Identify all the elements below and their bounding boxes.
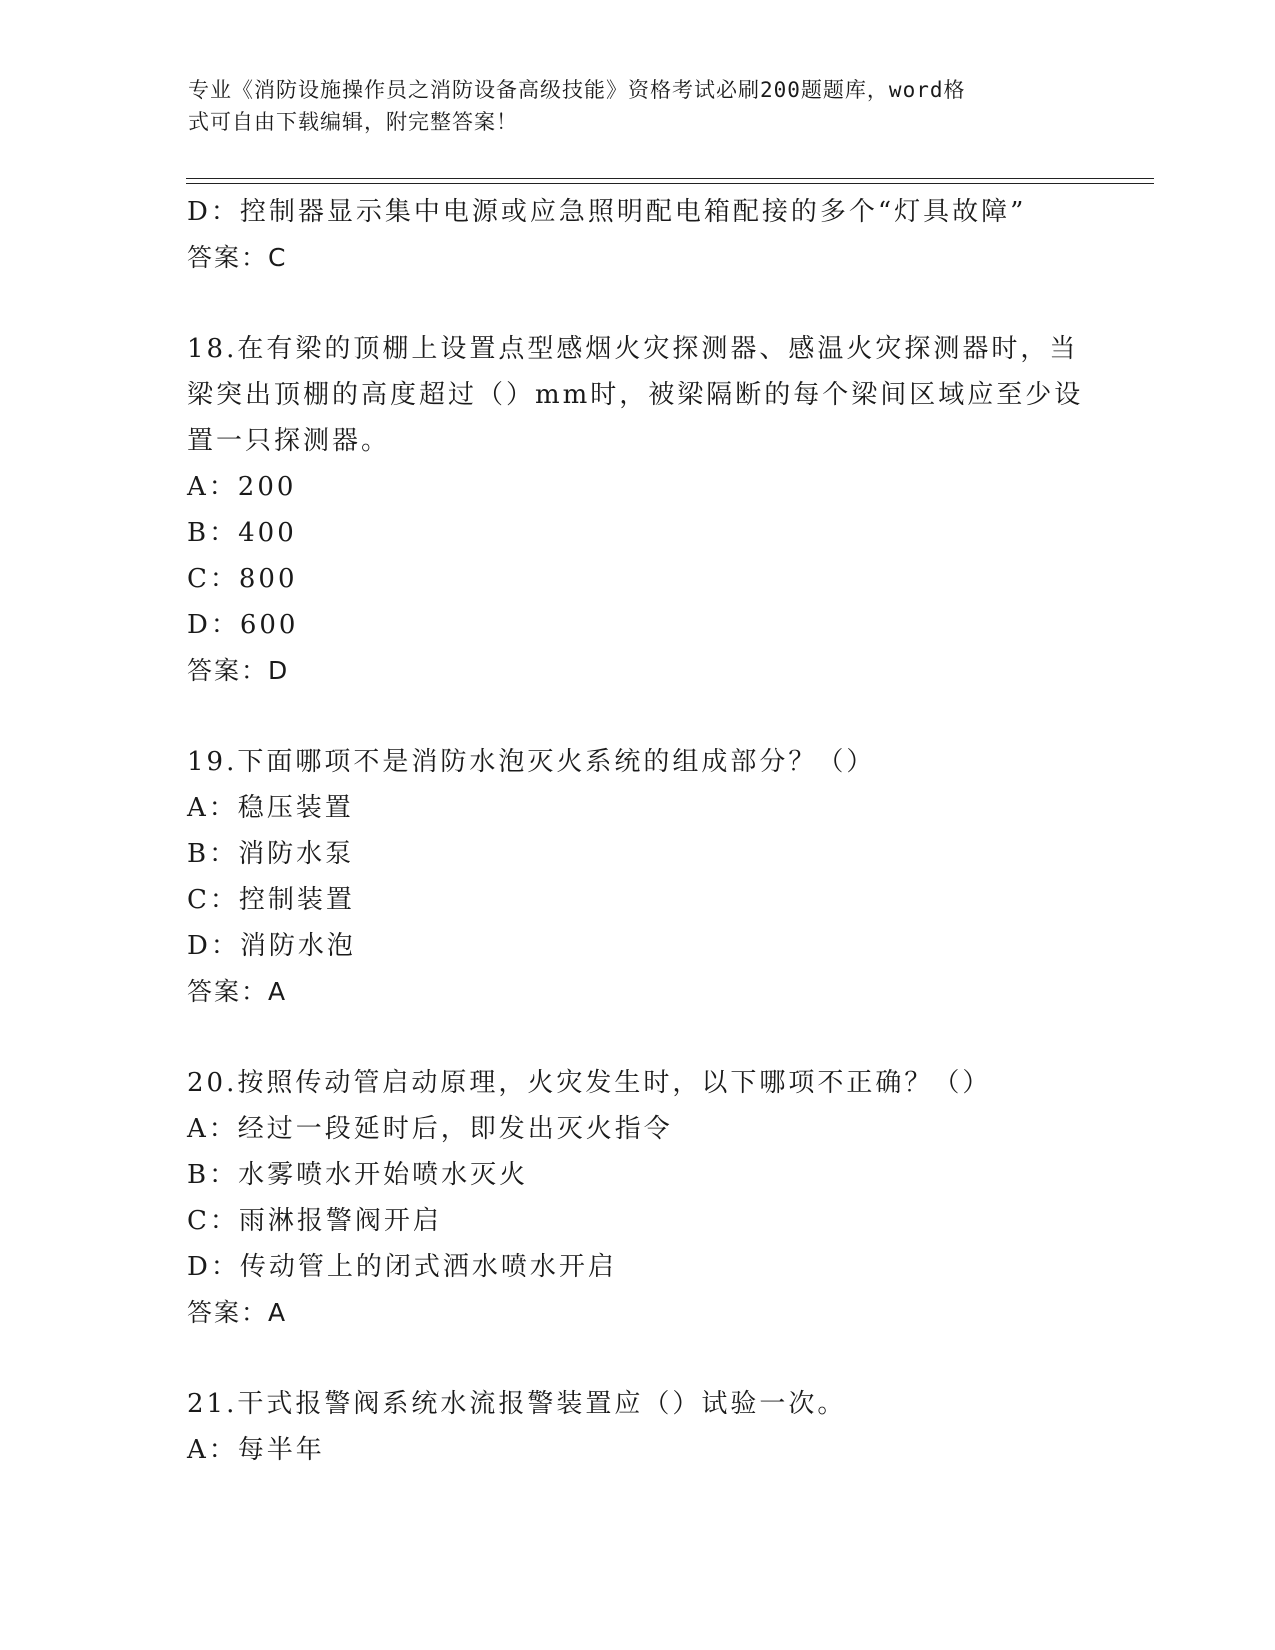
option-b: B：400 <box>187 518 297 548</box>
question-stem: 18.在有梁的顶棚上设置点型感烟火灾探测器、感温火灾探测器时，当 <box>187 334 1079 364</box>
header-line-1: 专业《消防设施操作员之消防设备高级技能》资格考试必刷200题题库，word格 <box>188 78 966 102</box>
header-divider <box>186 178 1154 179</box>
option-a: A：稳压装置 <box>187 793 354 823</box>
spacer <box>187 694 1087 739</box>
option-c: C：800 <box>187 564 298 594</box>
question-stem: 置一只探测器。 <box>187 426 391 456</box>
question-19 <box>187 739 1087 1015</box>
question-stem: 21.干式报警阀系统水流报警装置应（）试验一次。 <box>187 1389 847 1419</box>
option-a: A：200 <box>187 472 297 502</box>
question-20 <box>187 1060 1087 1336</box>
question-stem: 梁突出顶棚的高度超过（）mm时，被梁隔断的每个梁间区域应至少设 <box>187 380 1084 410</box>
answer: 答案：C <box>187 243 288 272</box>
spacer <box>187 281 1087 326</box>
question-stem: 20.按照传动管启动原理，火灾发生时，以下哪项不正确？（） <box>187 1068 992 1098</box>
spacer <box>187 1336 1087 1381</box>
question-stem: 19.下面哪项不是消防水泡灭火系统的组成部分？（） <box>187 747 876 777</box>
option-a: A：每半年 <box>187 1435 325 1465</box>
option-a: A：经过一段延时后，即发出灭火指令 <box>187 1114 673 1144</box>
option-d: D：控制器显示集中电源或应急照明配电箱配接的多个“灯具故障” <box>187 197 1027 227</box>
option-d: D：600 <box>187 610 299 640</box>
option-b: B：消防水泵 <box>187 839 355 869</box>
question-21 <box>187 1381 1087 1473</box>
option-d: D：传动管上的闭式洒水喷水开启 <box>187 1252 617 1282</box>
option-b: B：水雾喷水开始喷水灭火 <box>187 1160 529 1190</box>
question-list <box>187 189 1087 1473</box>
answer: 答案：D <box>187 656 290 685</box>
document-header <box>188 74 1068 138</box>
header-divider-double <box>186 183 1154 184</box>
answer: 答案：A <box>187 1298 288 1327</box>
option-c: C：雨淋报警阀开启 <box>187 1206 442 1236</box>
spacer <box>187 1015 1087 1060</box>
question-18 <box>187 326 1087 694</box>
answer: 答案：A <box>187 977 288 1006</box>
header-line-2: 式可自由下载编辑，附完整答案！ <box>188 110 518 134</box>
option-c: C：控制装置 <box>187 885 355 915</box>
option-d: D：消防水泡 <box>187 931 356 961</box>
question-17-tail <box>187 189 1087 281</box>
